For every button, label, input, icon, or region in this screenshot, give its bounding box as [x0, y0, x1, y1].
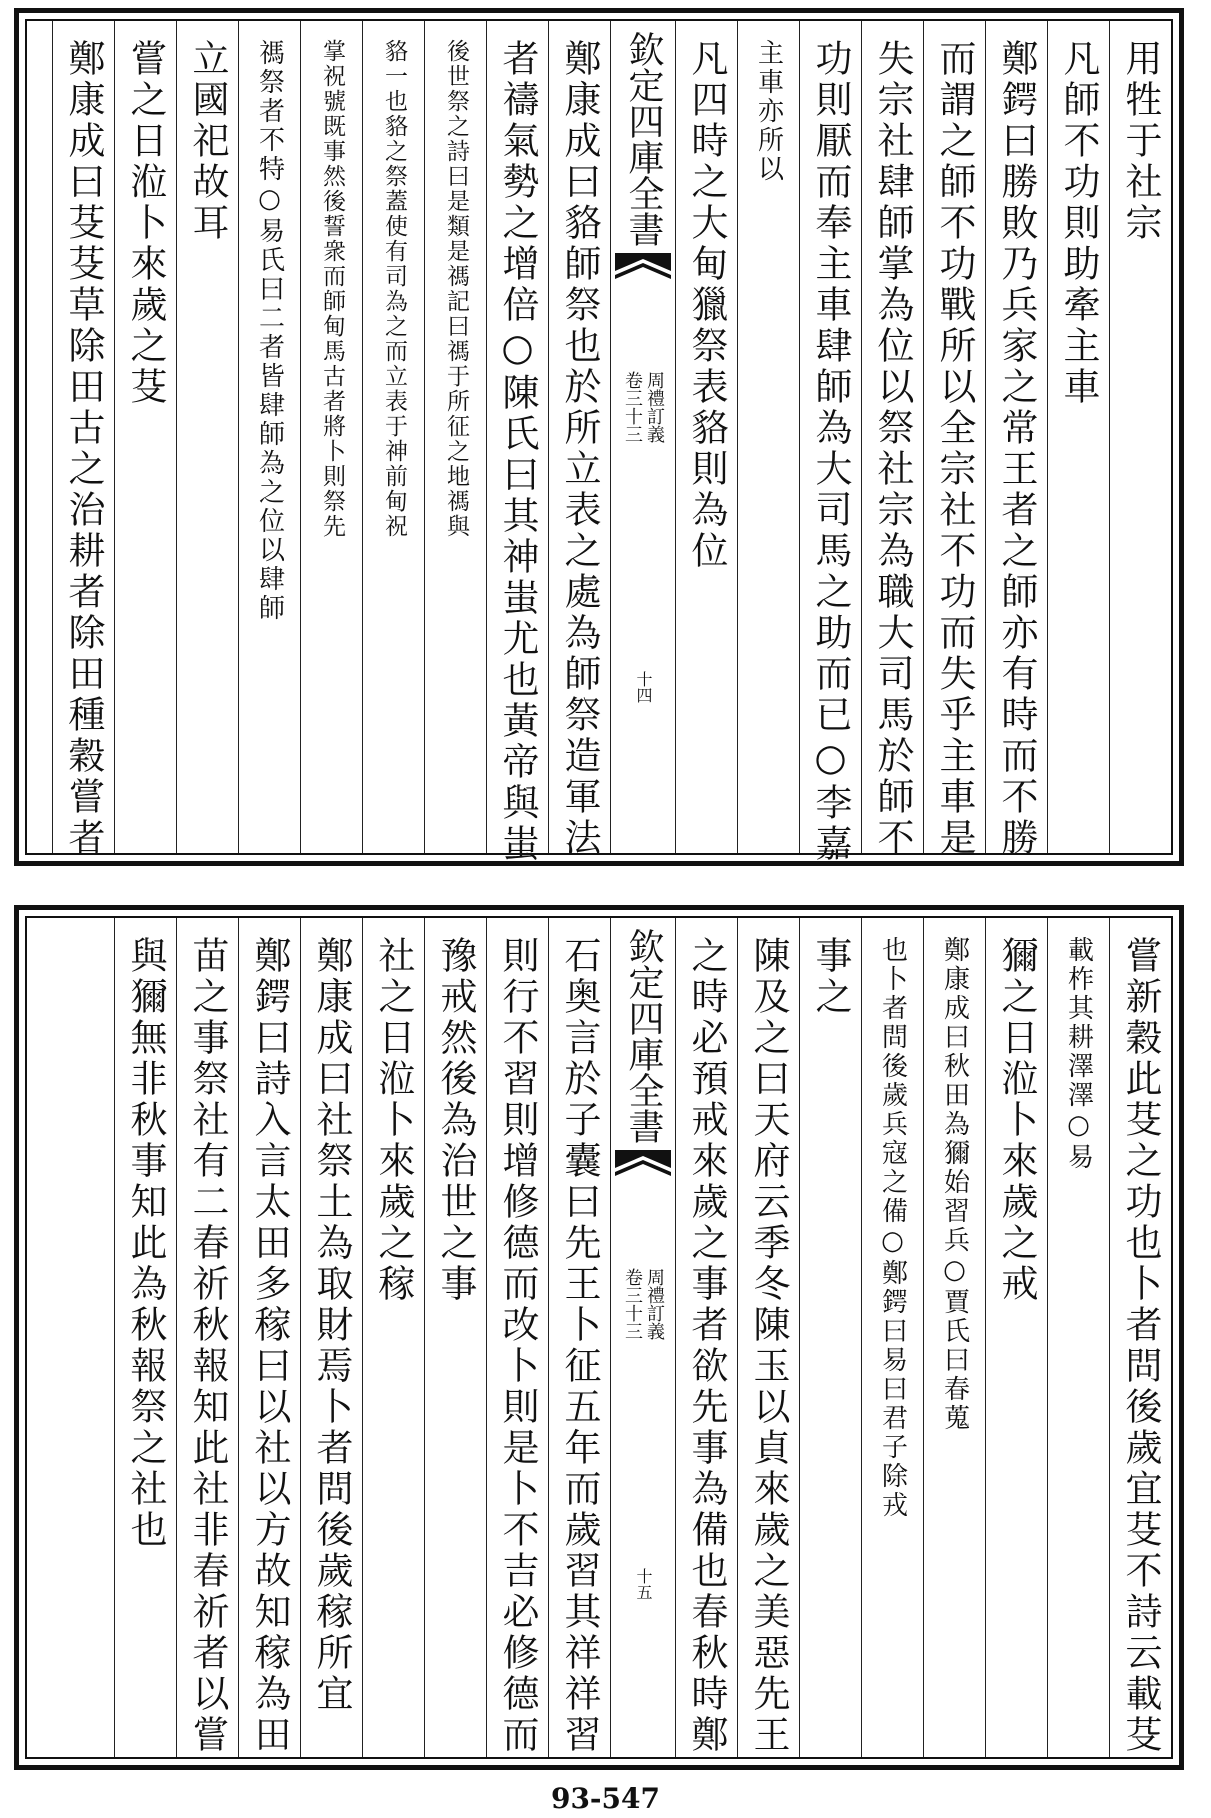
top-page — [14, 8, 1184, 866]
column-text: 禡祭者不特○易氏曰二者皆肆師為之位以肆師 — [254, 39, 285, 623]
column-text: 鄭康成曰秋田為獮始習兵○賈氏曰春蒐 — [939, 936, 970, 1433]
column-text: 社之日涖卜來歲之稼 — [372, 936, 415, 1305]
column-text: 者禱氣勢之增倍○陳氏曰其神蚩尤也黃帝與蚩 — [496, 39, 539, 865]
text-column — [424, 21, 486, 853]
text-column — [548, 21, 610, 859]
book-title: 欽定四庫全書 — [623, 928, 664, 1144]
text-column — [300, 918, 362, 1757]
text-column — [675, 21, 737, 853]
text-column — [52, 21, 114, 859]
text-column — [114, 21, 176, 853]
text-column — [486, 21, 548, 865]
text-column — [1047, 21, 1109, 853]
column-text: 立國祀故耳 — [186, 39, 229, 244]
bottom-page-columns — [27, 918, 1171, 1757]
center-fold — [610, 21, 675, 853]
column-text: 鄭康成曰芟芟草除田古之治耕者除田種穀嘗者 — [62, 39, 105, 859]
text-column — [362, 21, 424, 853]
text-column — [362, 918, 424, 1757]
text-column — [923, 21, 985, 859]
column-text: 主車亦所以 — [753, 39, 784, 184]
book-subtitle: 周禮訂義 — [644, 371, 665, 443]
folio-number: 十四 — [634, 671, 653, 703]
column-text: 苗之事祭社有二春祈秋報知此社非春祈者以嘗 — [186, 936, 229, 1756]
column-text: 功則厭而奉主車肆師為大司馬之助而已○李嘉 — [809, 39, 852, 865]
text-column — [675, 918, 737, 1757]
text-column — [985, 21, 1047, 859]
text-column — [923, 918, 985, 1757]
column-text: 失宗社肆師掌為位以祭社宗為職大司馬於師不 — [871, 39, 914, 859]
text-column — [1047, 918, 1109, 1757]
column-text: 鄭康成曰社祭土為取財焉卜者問後歲稼所宜 — [310, 936, 353, 1715]
bottom-page-frame — [25, 916, 1173, 1759]
column-text: 豫戒然後為治世之事 — [434, 936, 477, 1305]
book-title: 欽定四庫全書 — [623, 31, 664, 247]
text-column — [548, 918, 610, 1757]
book-subtitle: 周禮訂義 — [644, 1268, 665, 1340]
bottom-page — [14, 905, 1184, 1770]
column-text: 石奥言於子囊曰先王卜征五年而歲習其祥祥習 — [558, 936, 601, 1756]
column-text: 後世祭之詩曰是類是禡記曰禡于所征之地禡與 — [443, 39, 469, 539]
page-number-footer: 93-547 — [550, 1782, 661, 1815]
column-text: 鄭鍔曰勝敗乃兵家之常王者之師亦有時而不勝 — [995, 39, 1038, 859]
column-text: 事之 — [809, 936, 852, 1018]
top-page-frame — [25, 19, 1173, 865]
column-text: 凡師不功則助牽主車 — [1057, 39, 1100, 408]
column-text: 之時必預戒來歲之事者欲先事為備也春秋時鄭 — [685, 936, 728, 1756]
column-text: 掌祝號既事然後誓衆而師甸馬古者將卜則祭先 — [319, 39, 345, 539]
column-text: 貉一也貉之祭蓋使有司為之而立表于神前甸祝 — [381, 39, 407, 539]
column-text: 陳及之曰天府云季冬陳玉以貞來歲之美惡先王 — [747, 936, 790, 1756]
text-column — [737, 918, 799, 1757]
text-column — [176, 21, 238, 853]
column-text: 鄭鍔曰詩入言太田多稼曰以社以方故知稼為田 — [248, 936, 291, 1756]
column-text: 凡四時之大甸獵祭表貉則為位 — [685, 39, 728, 572]
text-column — [486, 918, 548, 1757]
text-column — [799, 21, 861, 865]
text-column — [737, 21, 799, 853]
column-text: 而謂之師不功戰所以全宗社不功而失乎主車是 — [933, 39, 976, 859]
column-text: 載柞其耕澤澤○易 — [1063, 936, 1094, 1172]
top-page-columns — [27, 21, 1171, 865]
text-column — [861, 918, 923, 1757]
folio-number: 十五 — [634, 1568, 653, 1600]
volume-label: 卷三十三 — [622, 371, 643, 443]
center-fold — [610, 918, 675, 1757]
volume-label: 卷三十三 — [622, 1268, 643, 1340]
fishtail-mark — [615, 1150, 671, 1190]
text-column — [1109, 918, 1171, 1757]
column-text: 則行不習則增修德而改卜則是卜不吉必修德而 — [496, 936, 539, 1756]
text-column — [424, 918, 486, 1757]
fishtail-mark — [615, 253, 671, 293]
text-column — [861, 21, 923, 859]
column-text: 用牲于社宗 — [1119, 39, 1162, 244]
column-text: 與獮無非秋事知此為秋報祭之社也 — [124, 936, 167, 1551]
text-column — [799, 918, 861, 1757]
column-text: 也卜者問後歲兵寇之備○鄭鍔曰易曰君子除戎 — [877, 936, 908, 1520]
text-column — [176, 918, 238, 1757]
text-column — [300, 21, 362, 853]
column-text: 嘗新穀此芟之功也卜者問後歲宜芟不詩云載芟 — [1119, 936, 1162, 1756]
column-text: 鄭康成曰貉師祭也於所立表之處為師祭造軍法 — [558, 39, 601, 859]
text-column — [114, 918, 176, 1757]
text-column — [985, 918, 1047, 1757]
text-column — [238, 918, 300, 1757]
column-text: 嘗之日涖卜來歲之芟 — [124, 39, 167, 408]
column-text: 獮之日涖卜來歲之戒 — [995, 936, 1038, 1305]
text-column — [1109, 21, 1171, 853]
text-column — [238, 21, 300, 853]
